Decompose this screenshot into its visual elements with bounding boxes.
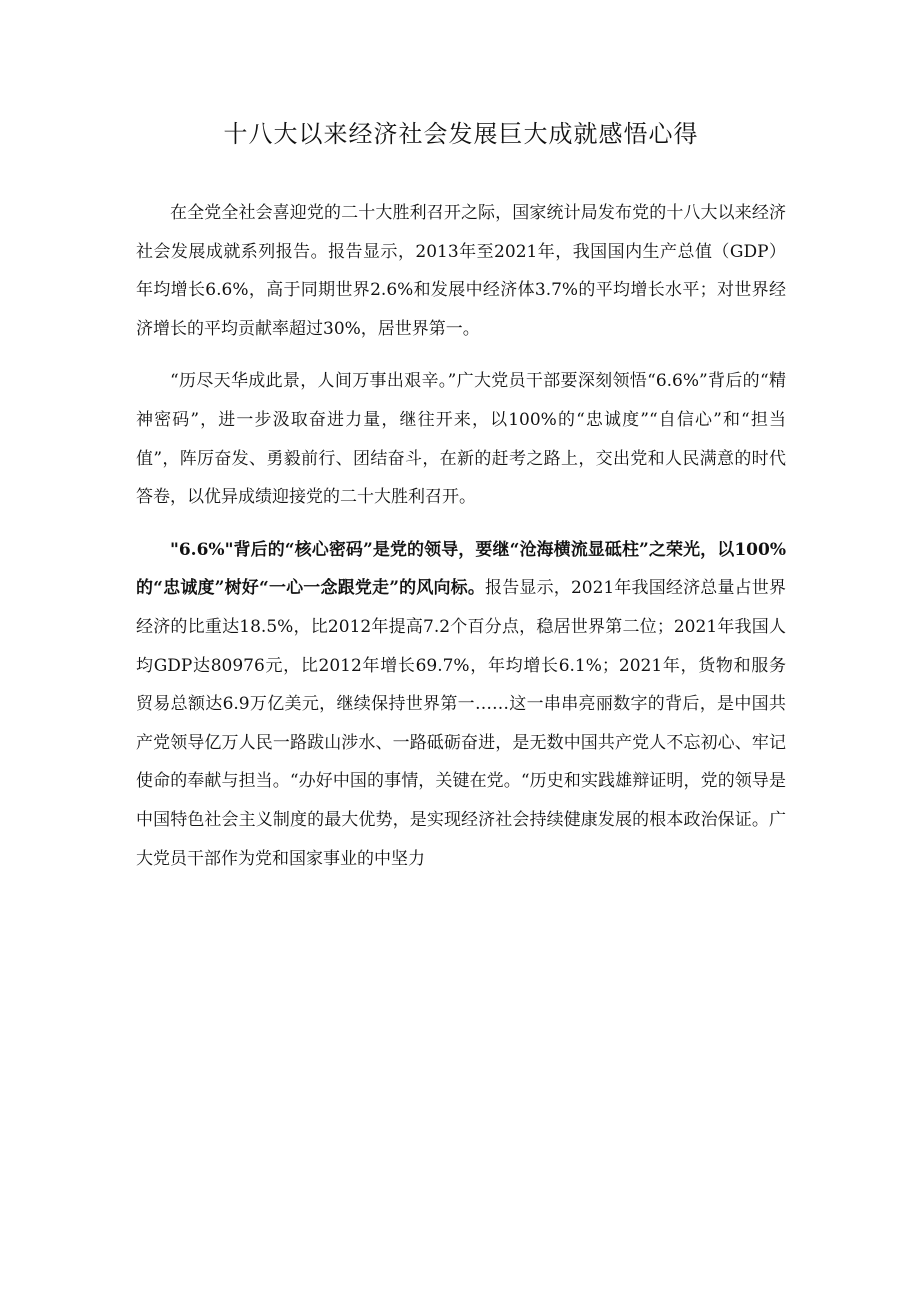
document-page [136,0,786,878]
paragraph-3 [136,531,786,878]
document-title: 十八大以来经济社会发展巨大成就感悟心得 [223,120,699,148]
paragraph-2: “历尽天华成此景，人间万事出艰辛。”广大党员干部要深刻领悟“6.6%”背后的“精神密码”，进一步汲取奋进力量，继往开来，以100%的“忠诚度”“自信心”和“担当值”，阵厉奋发、勇毅前行、团结奋斗，在新的赶考之路上，交出党和人民满意的时代答卷，以优异成绩迎接党的二十大胜利召开。 [136,371,786,508]
paragraph-1: 在全党全社会喜迎党的二十大胜利召开之际，国家统计局发布党的十八大以来经济社会发展成就系列报告。报告显示，2013年至2021年，我国国内生产总值（GDP）年均增长6.6%，高于同期世界2.6%和发展中经济体3.7%的平均增长水平；对世界经济增长的平均贡献率超过30%，居世界第一。 [136,203,786,339]
paragraph-3-bold-lead: "6.6%"背后的“核心密码”是党的领导，要继“沧海横流显砥柱”之荣光，以100%的“忠诚度”树好“一心一念跟党走”的风向标。 [136,539,786,599]
paragraph-3-body: 报告显示，2021年我国经济总量占世界经济的比重达18.5%，比2012年提高7.2个百分点，稳居世界第二位；2021年我国人均GDP达80976元，比2012年增长69.7%，年均增长6.1%；2021年，货物和服务贸易总额达6.9万亿美元，继续保持世界第一……这一串串亮丽数字的背后，是中国共产党领导亿万人民一路跋山涉水、一路砥砺奋进，是无数中国共产党人不忘初心、牢记使命的奉献与担当。“办好中国的事情，关键在党。“历史和实践雄辩证明，党的领导是中国特色社会主义制度的最大优势，是实现经济社会持续健康发展的根本政治保证。广大党员干部作为党和国家事业的中坚力 [136,578,786,869]
